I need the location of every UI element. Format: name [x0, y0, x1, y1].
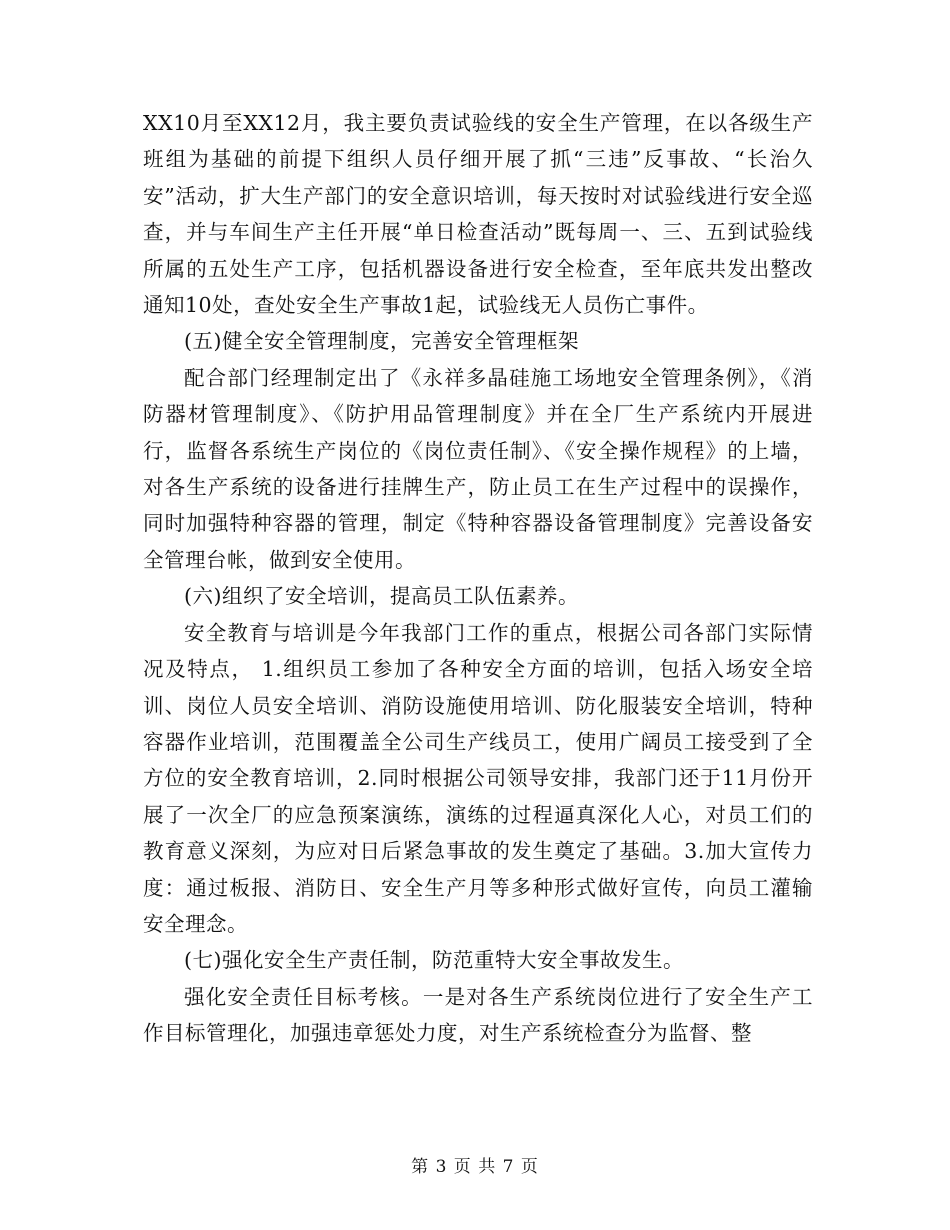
paragraph-safety-rules: 配合部门经理制定出了《永祥多晶硅施工场地安全管理条例》，《消防器材管理制度》、《防护用品管理制度》并在全厂生产系统内开展进行，监督各系统生产岗位的《岗位责任制》、《安全操作规程》的上墙，对各生产系统的设备进行挂牌生产，防止员工在生产过程中的误操作，同时加强特种容器的管理，制定《特种容器设备管理制度》完善设备安全管理台帐，做到安全使用。 [143, 365, 813, 572]
section-heading-6: (六)组织了安全培训，提高员工队伍素养。 [184, 584, 579, 609]
paragraph-inspection-work: XX10月至XX12月，我主要负责试验线的安全生产管理，在以各级生产班组为基础的前提下组织人员仔细开展了抓“三违”反事故、“长治久安”活动，扩大生产部门的安全意识培训，每天按时对试验线进行安全巡查，并与车间生产主任开展“单日检查活动”既每周一、三、五到试验线所属的五处生产工序，包括机器设备进行安全检查，至年底共发出整改通知10处，查处安全生产事故1起，试验线无人员伤亡事件。 [143, 111, 813, 318]
paragraph-safety-training: 安全教育与培训是今年我部门工作的重点，根据公司各部门实际情况及特点， 1.组织员工参加了各种安全方面的培训，包括入场安全培训、岗位人员安全培训、消防设施使用培训、防化服装安全培训，特种容器作业培训，范围覆盖全公司生产线员工，使用广阔员工接受到了全方位的安全教育培训，2.同时根据公司领导安排，我部门还于11月份开展了一次全厂的应急预案演练，演练的过程逼真深化人心，对员工们的教育意义深刻，为应对日后紧急事故的发生奠定了基础。3.加大宣传力度：通过板报、消防日、安全生产月等多种形式做好宣传，向员工灌输安全理念。 [143, 620, 813, 936]
paragraph-responsibility: 强化安全责任目标考核。一是对各生产系统岗位进行了安全生产工作目标管理化，加强违章惩处力度，对生产系统检查分为监督、整 [143, 984, 813, 1046]
section-heading-5: (五)健全安全管理制度，完善安全管理框架 [184, 329, 579, 354]
section-heading-7: (七)强化安全生产责任制，防范重特大安全事故发生。 [184, 948, 684, 973]
document-body [143, 105, 813, 1052]
page-number: 第 3 页 共 7 页 [411, 1157, 539, 1177]
